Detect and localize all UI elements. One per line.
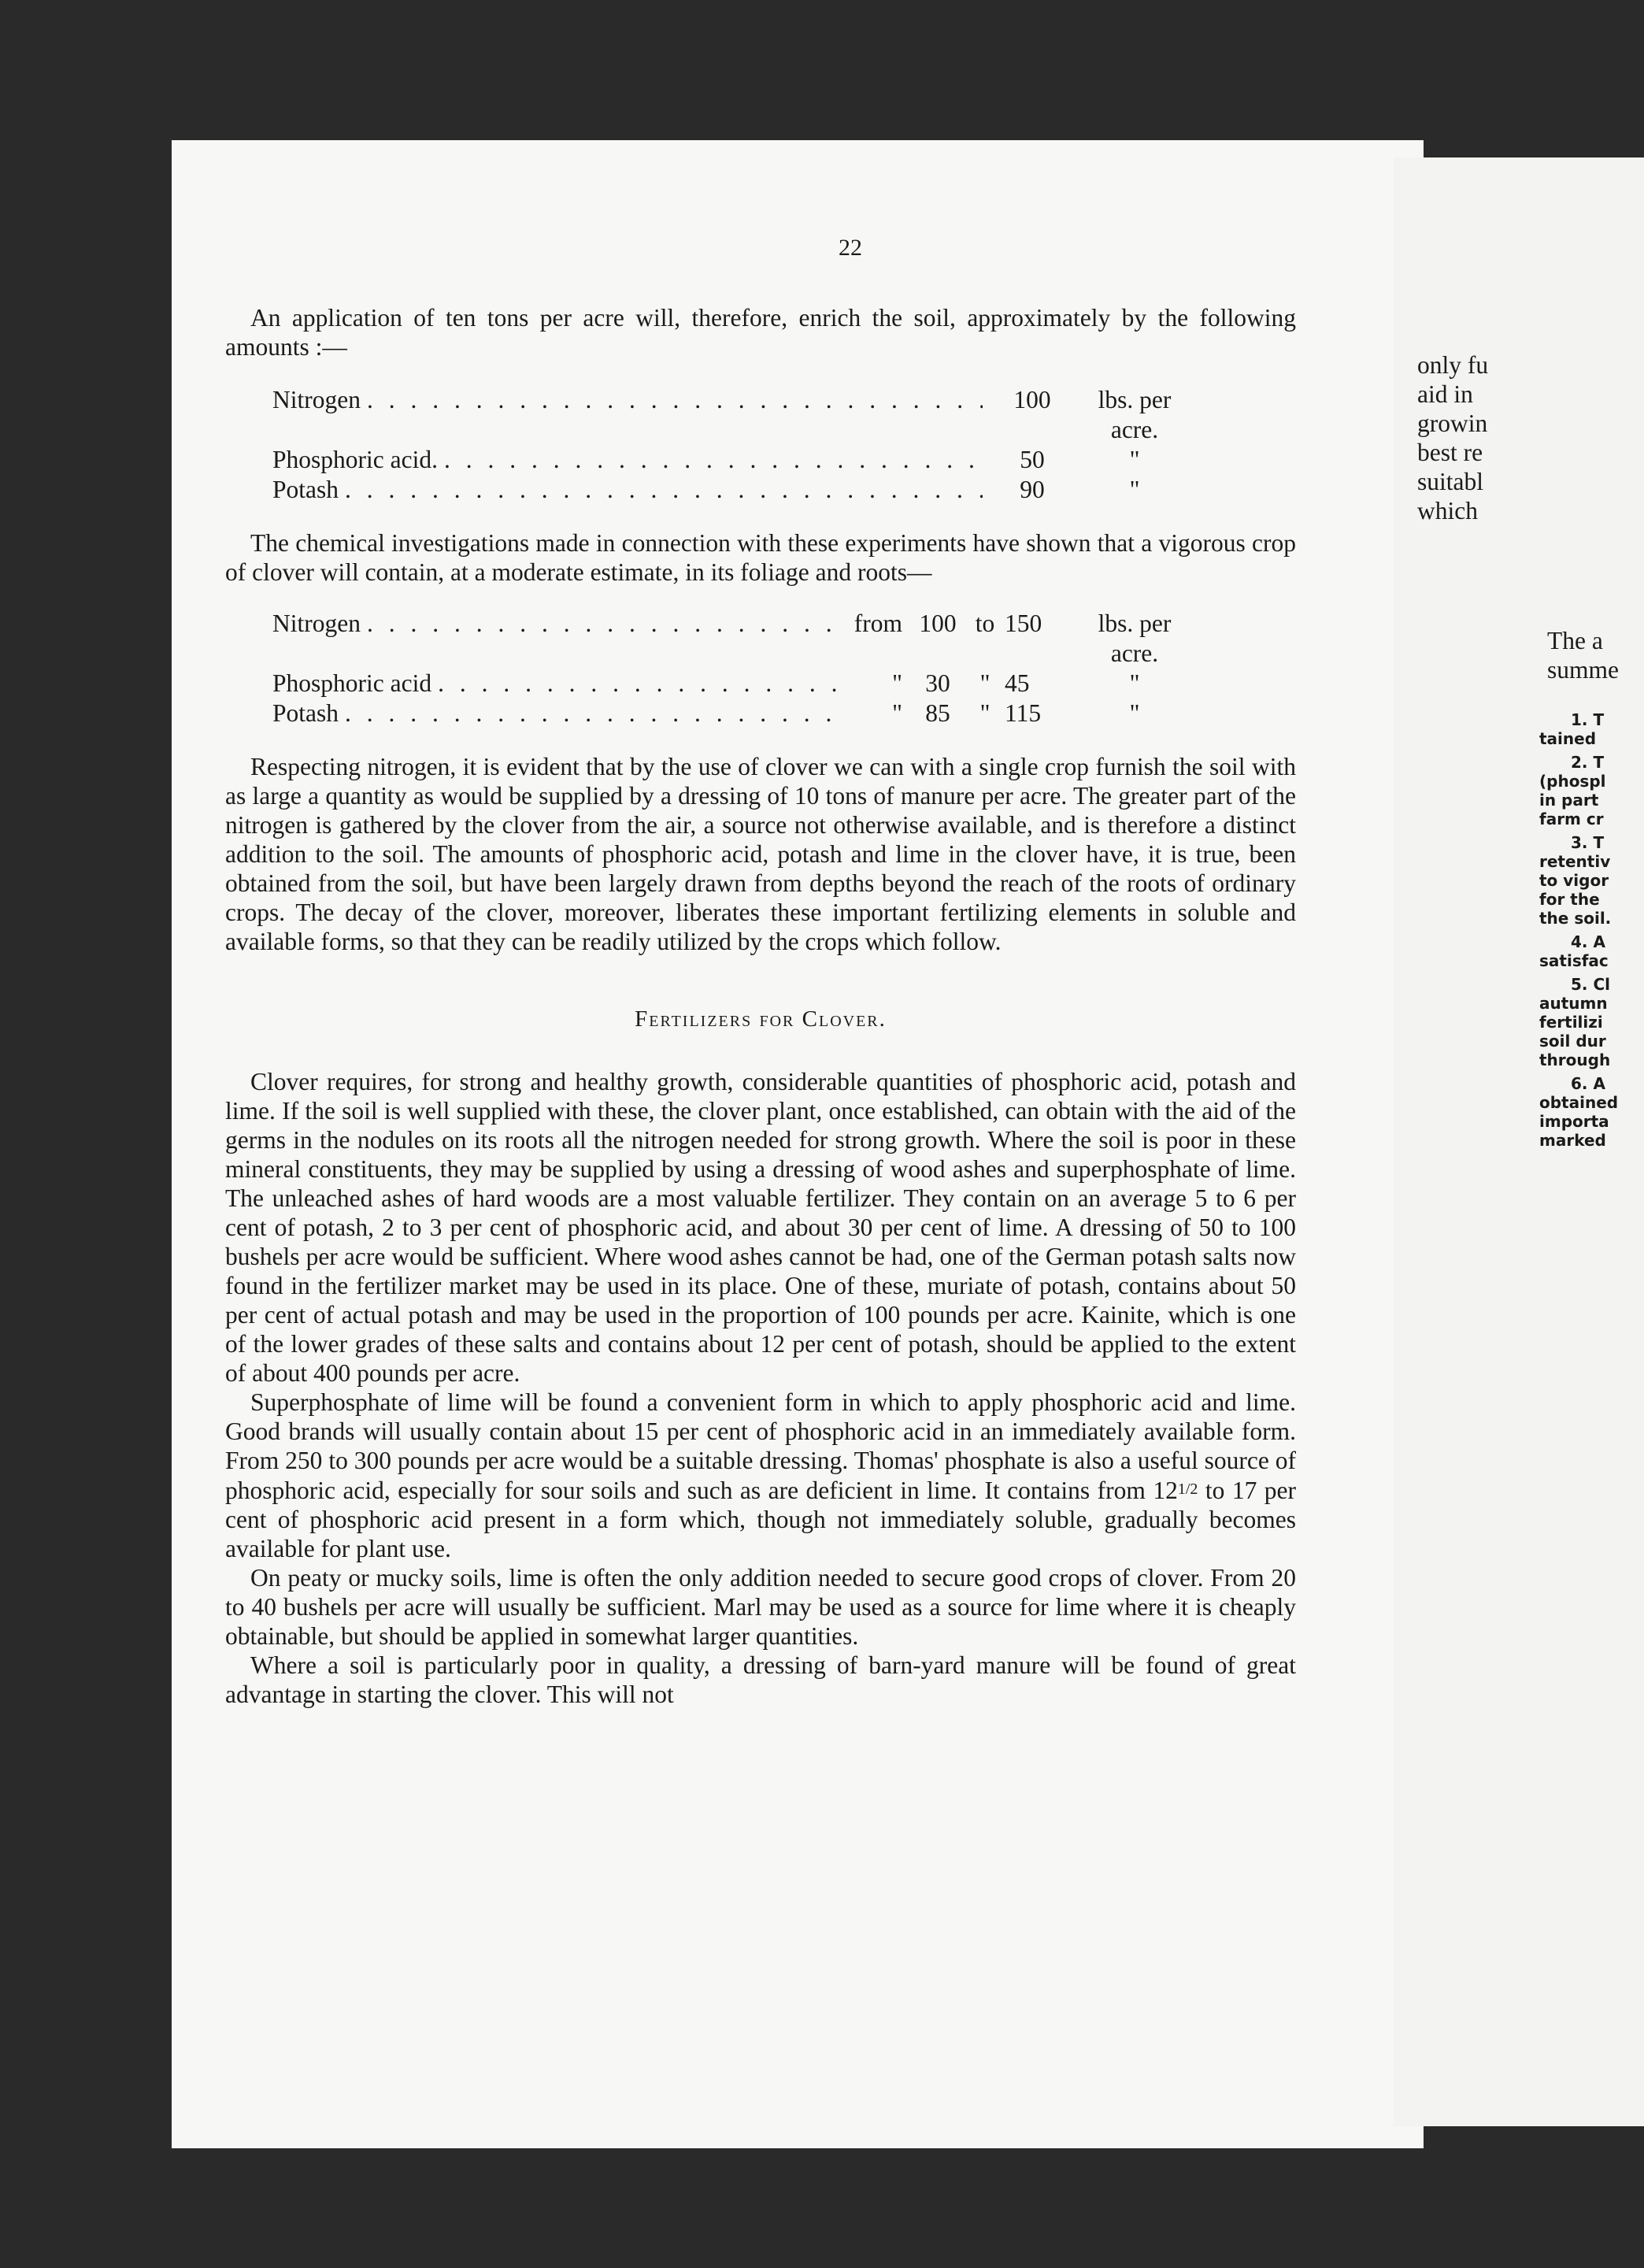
right-line: autumn: [1539, 994, 1608, 1013]
right-line: marked: [1539, 1131, 1606, 1150]
nutrient-name: Phosphoric acid: [272, 669, 432, 697]
nutrient-name: Nitrogen: [272, 610, 361, 637]
right-line: suitabl: [1417, 468, 1483, 495]
right-line: 3. T: [1571, 833, 1605, 852]
right-line: summe: [1547, 656, 1619, 684]
right-page-text-mid: [1547, 626, 1644, 684]
nutrient-name: Phosphoric acid.: [272, 446, 438, 473]
leader-dots: [345, 475, 983, 505]
amount-low: 30: [925, 669, 950, 697]
table-row: [272, 699, 1194, 728]
unit: ": [1129, 669, 1140, 697]
right-line: which: [1417, 497, 1478, 524]
right-line: only fu: [1417, 351, 1489, 379]
amount-high: 115: [1005, 699, 1042, 727]
right-line: farm cr: [1539, 810, 1604, 828]
amount: 90: [1020, 476, 1045, 503]
nutrient-name: Potash: [272, 476, 339, 503]
text-column: [225, 228, 1296, 1709]
right-line: the soil.: [1539, 909, 1612, 928]
section-heading: Fertilizers for Clover.: [635, 1006, 887, 1032]
leader-dots: [345, 699, 841, 728]
right-line: importa: [1539, 1112, 1609, 1131]
nutrient-name: Nitrogen: [272, 386, 361, 413]
from-label: from: [853, 610, 902, 637]
right-line: growin: [1417, 410, 1488, 437]
amount-low: 100: [919, 610, 957, 637]
right-line: aid in: [1417, 380, 1473, 408]
manure-amounts-table: [272, 385, 1194, 505]
right-line: (phospl: [1539, 772, 1606, 791]
right-line: tained: [1539, 729, 1597, 748]
right-line: through: [1539, 1051, 1611, 1069]
unit: ": [1129, 476, 1140, 503]
from-label: ": [892, 699, 902, 727]
superphosphate-text-cont: to 17 per cent of phosphoric acid present in a form which, though not immediately soluble, gradually becomes available for plant use.: [225, 1477, 1296, 1562]
unit: ": [1129, 446, 1140, 473]
amount-high: 45: [1005, 669, 1030, 697]
right-line: The a: [1547, 627, 1603, 654]
to-label: to: [975, 610, 995, 637]
right-line: retentiv: [1539, 852, 1611, 871]
amount-high: 150: [1005, 610, 1042, 637]
right-line: for the: [1539, 890, 1600, 909]
intro-paragraph: An application of ten tons per acre will, therefore, enrich the soil, approximately by the following amounts :—: [225, 304, 1296, 361]
superphosphate-paragraph: [225, 1388, 1296, 1563]
from-label: ": [892, 669, 902, 697]
right-line: 5. Cl: [1571, 975, 1611, 994]
right-line: best re: [1417, 439, 1483, 466]
right-line: to vigor: [1539, 871, 1609, 890]
page-number: 22: [839, 235, 862, 261]
unit: lbs. per acre.: [1098, 386, 1172, 443]
amount: 50: [1020, 446, 1045, 473]
leader-dots: [367, 385, 983, 415]
superphosphate-text: Superphosphate of lime will be found a convenient form in which to apply phosphoric acid and lime. Good brands will usually contain about 15 per cent of phosphoric acid in an immediately available form. From 250 to 300 pounds per acre would be a suitable dressing. Thomas' phosphate is also a useful source of phosphoric acid, especially for sour soils and such as are deficient in lime. It contains from 12: [225, 1388, 1296, 1504]
right-line: 2. T: [1571, 753, 1605, 772]
clover-content-table: [272, 609, 1194, 728]
fraction: 1/2: [1177, 1480, 1198, 1498]
nitrogen-paragraph: Respecting nitrogen, it is evident that by the use of clover we can with a single crop furnish the soil with as large a quantity as would be supplied by a dressing of 10 tons of manure per acre. The greater part of the nitrogen is gathered by the clover from the air, a source not otherwise available, and is therefore a distinct addition to the soil. The amounts of phosphoric acid, potash and lime in the clover have, it is true, been obtained from the soil, but have been largely drawn from depths beyond the reach of the roots of ordinary crops. The decay of the clover, moreover, liberates these important fertilizing elements in soluble and available forms, so that they can be readily utilized by the crops which follow.: [225, 753, 1296, 955]
table-row: [272, 669, 1194, 699]
to-label: ": [979, 699, 990, 727]
nutrient-name: Potash: [272, 699, 339, 727]
table-row: [272, 609, 1194, 669]
right-line: soil dur: [1539, 1032, 1606, 1051]
unit: lbs. per acre.: [1098, 610, 1172, 667]
right-line: 6. A: [1571, 1074, 1605, 1093]
leader-dots: [438, 669, 841, 699]
chemical-paragraph: The chemical investigations made in connection with these experiments have shown that a vigorous crop of clover will contain, at a moderate estimate, in its foliage and roots—: [225, 529, 1296, 586]
table-row: [272, 385, 1194, 445]
right-line: in part: [1539, 791, 1599, 810]
barnyard-manure-paragraph: Where a soil is particularly poor in quality, a dressing of barn-yard manure will be found of great advantage in starting the clover. This will not: [225, 1651, 1296, 1708]
right-page-summary: [1539, 710, 1644, 1150]
right-page-text-top: [1417, 350, 1644, 525]
leader-dots: [444, 445, 983, 475]
amount: 100: [1013, 386, 1051, 413]
table-row: [272, 475, 1194, 505]
amount-low: 85: [925, 699, 950, 727]
right-line: 4. A: [1571, 932, 1605, 951]
leader-dots: [367, 609, 841, 639]
right-line: 1. T: [1571, 710, 1605, 729]
table-row: [272, 445, 1194, 475]
right-line: satisfac: [1539, 951, 1609, 970]
unit: ": [1129, 699, 1140, 727]
peaty-soils-paragraph: On peaty or mucky soils, lime is often the only addition needed to secure good crops of clover. From 20 to 40 bushels per acre will usually be sufficient. Marl may be used as a source for lime where it is cheaply obtainable, but should be applied in somewhat larger quantities.: [225, 1564, 1296, 1650]
right-line: fertilizi: [1539, 1013, 1603, 1032]
right-line: obtained: [1539, 1093, 1619, 1112]
clover-requirements-paragraph: Clover requires, for strong and healthy growth, considerable quantities of phosphoric acid, potash and lime. If the soil is well supplied with these, the clover plant, once established, can obtain with the aid of the germs in the nodules on its roots all the nitrogen needed for strong growth. Where the soil is poor in these mineral constituents, they may be supplied by using a dressing of wood ashes and superphosphate of lime. The unleached ashes of hard woods are a most valuable fertilizer. They contain on an average 5 to 6 per cent of potash, 2 to 3 per cent of phosphoric acid, and about 30 per cent of lime. A dressing of 50 to 100 bushels per acre would be sufficient. Where wood ashes cannot be had, one of the German potash salts now found in the fertilizer market may be used in its place. One of these, muriate of potash, contains about 50 per cent of actual potash and may be used in the proportion of 100 pounds per acre. Kainite, which is one of the lower grades of these salts and contains about 12 per cent of potash, should be applied to the extent of about 400 pounds per acre.: [225, 1068, 1296, 1387]
to-label: ": [979, 669, 990, 697]
